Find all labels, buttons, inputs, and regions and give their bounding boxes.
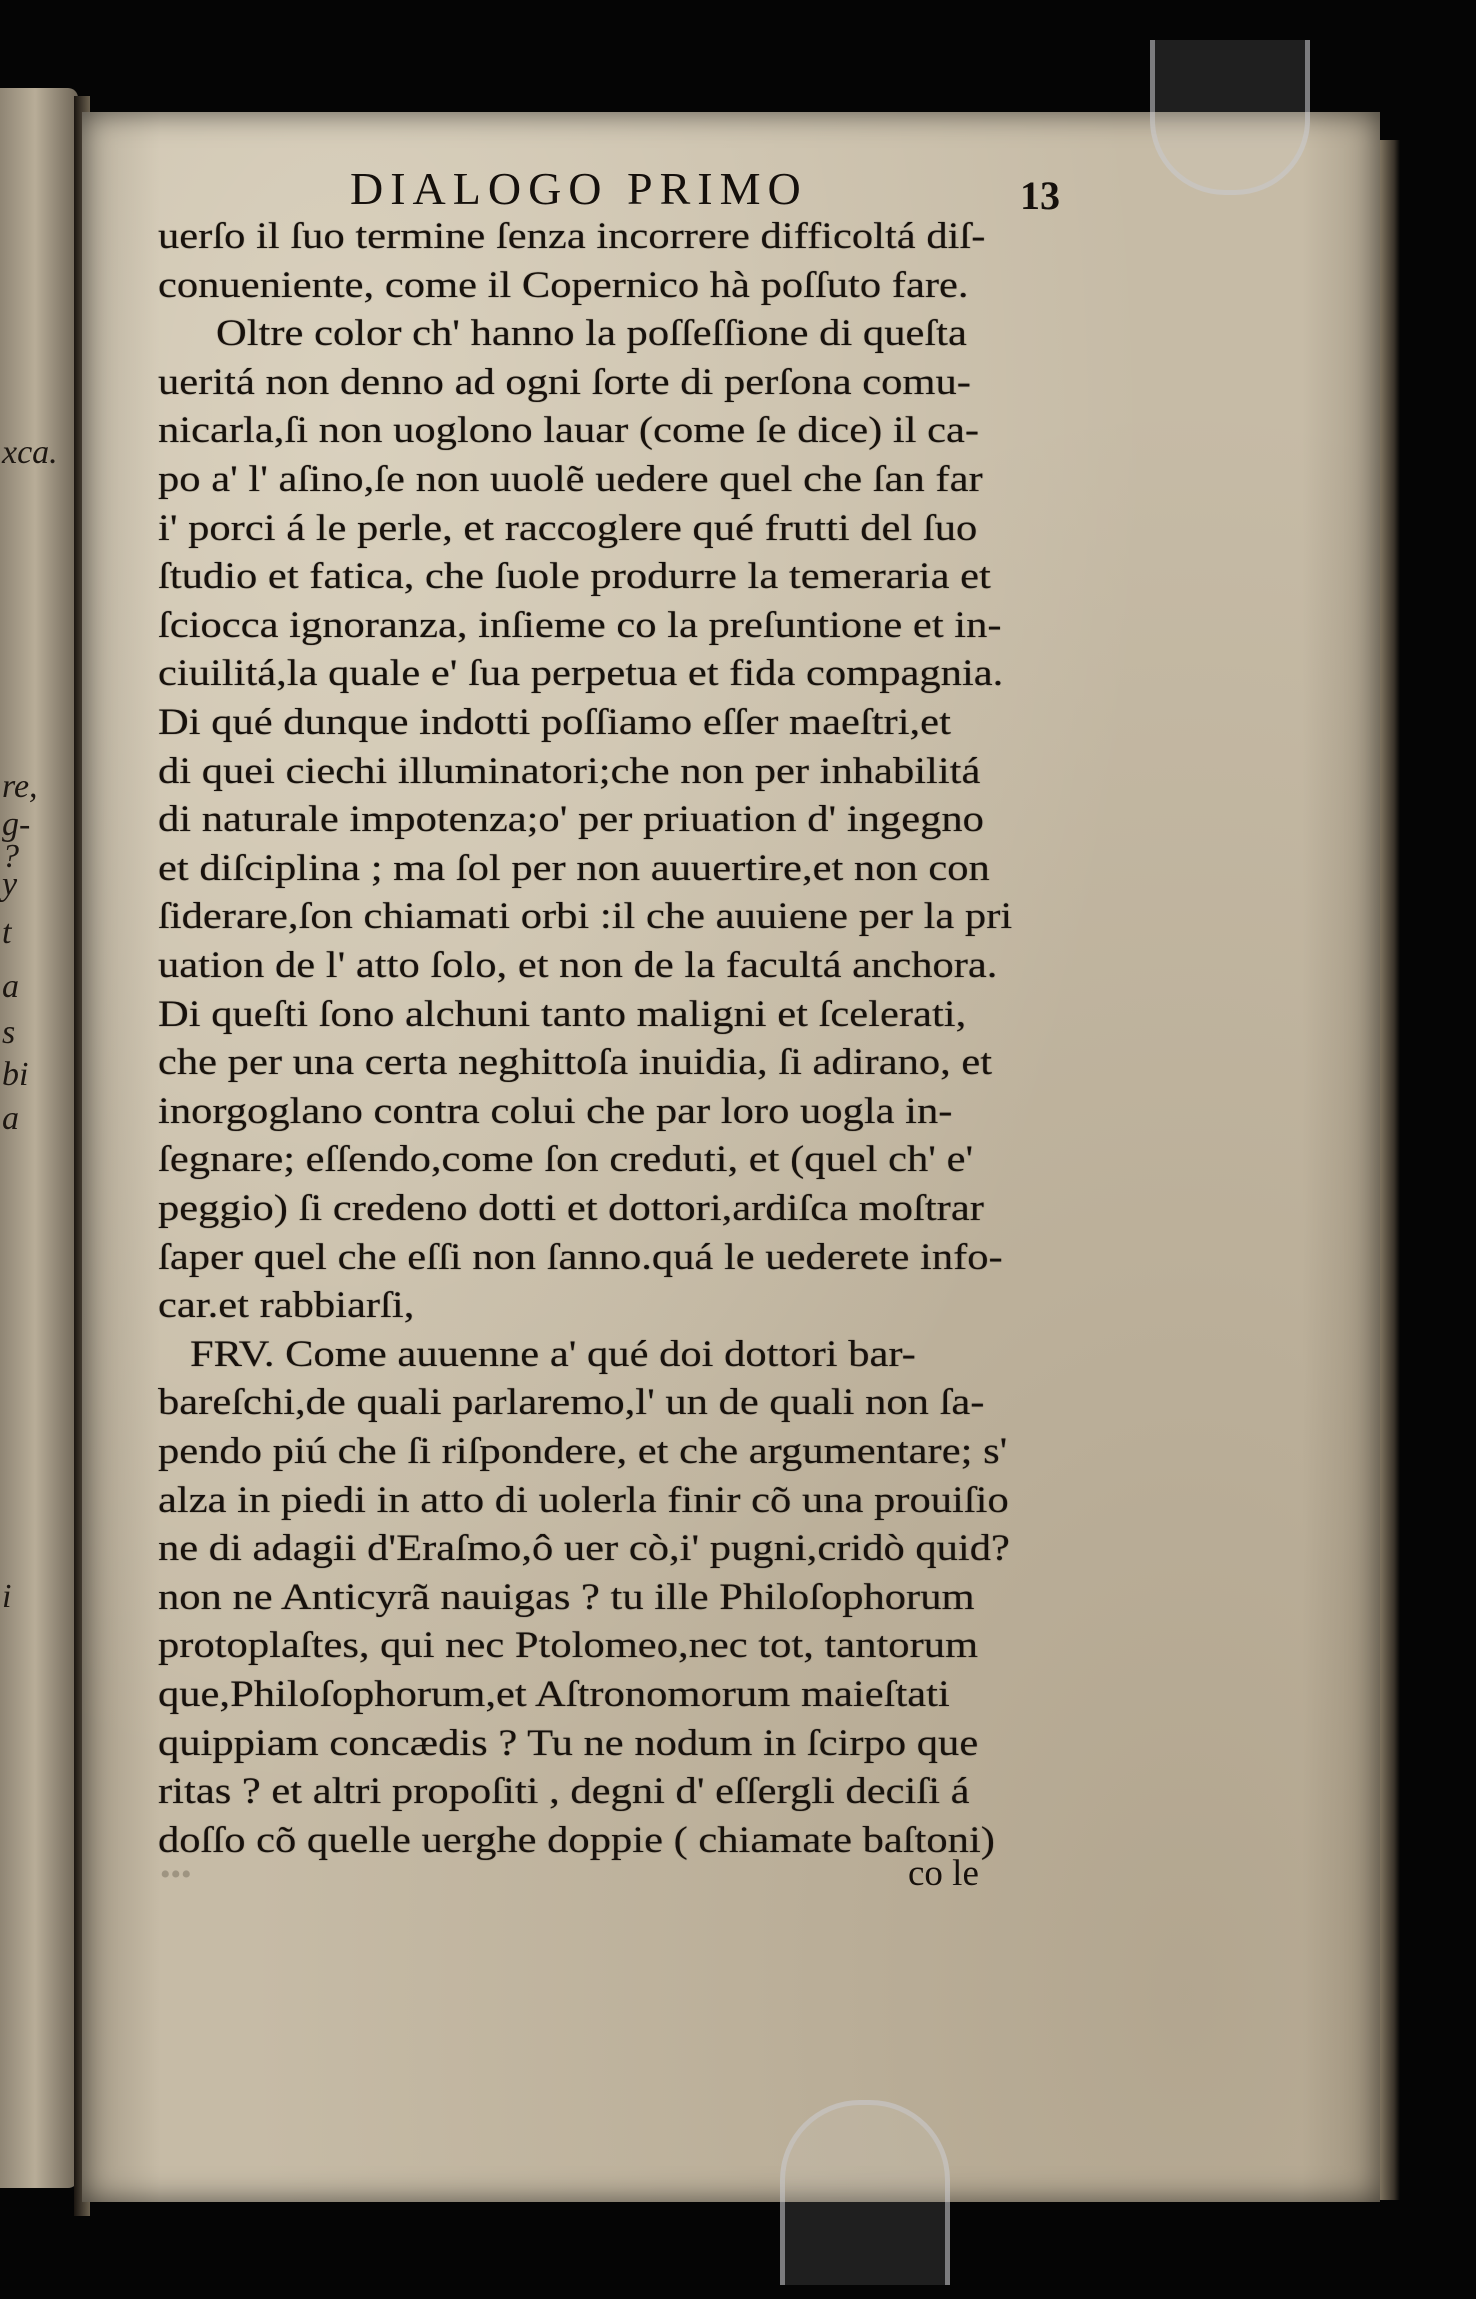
text-line: FRV. Come auuenne a' qué doi dottori bar- bbox=[190, 1334, 916, 1375]
text-line: inorgoglano contra colui che par loro uogla in- bbox=[158, 1091, 953, 1132]
facing-page-fragment: t bbox=[2, 914, 12, 951]
text-line: ueritá non denno ad ogni ſorte di perſona comu- bbox=[158, 362, 971, 403]
text-line: que,Philoſophorum,et Aſtronomorum maieſtati bbox=[158, 1674, 950, 1715]
text-line: non ne Anticyrã nauigas ? tu ille Philoſophorum bbox=[158, 1577, 975, 1618]
text-line: et diſciplina ; ma ſol per non auuertire,et non con bbox=[158, 848, 990, 889]
text-line: quippiam concædis ? Tu ne nodum in ſcirpo que bbox=[158, 1723, 979, 1764]
running-head: DIALOGO PRIMO bbox=[350, 163, 808, 214]
text-line: di naturale impotenza;o' per priuation d' ingegno bbox=[158, 799, 984, 840]
facing-page-fragment: bi bbox=[2, 1056, 29, 1093]
facing-page-fragment: ? bbox=[2, 838, 19, 875]
top-clip bbox=[1150, 40, 1310, 195]
text-line: Oltre color ch' hanno la poſſeſſione di queſta bbox=[216, 313, 967, 354]
text-line: Di queſti ſono alchuni tanto maligni et ſcelerati, bbox=[158, 994, 967, 1035]
ink-smudge: ••• bbox=[160, 1858, 192, 1891]
page-edge-shadow bbox=[1380, 140, 1400, 2200]
text-line: ſegnare; eſſendo,come ſon creduti, et (quel ch' e' bbox=[158, 1139, 974, 1180]
text-line: che per una certa neghittoſa inuidia, ſi adirano, et bbox=[158, 1042, 993, 1083]
text-line: nicarla,ſi non uoglono lauar (come ſe dice) il ca- bbox=[158, 410, 980, 451]
text-line: conueniente, come il Copernico hà poſſuto fare. bbox=[158, 265, 969, 306]
text-line: peggio) ſi credeno dotti et dottori,ardiſca moſtrar bbox=[158, 1188, 984, 1229]
text-line: ſciocca ignoranza, inſieme co la preſuntione et in- bbox=[158, 605, 1002, 646]
text-line: ciuilitá,la quale e' ſua perpetua et fida compagnia. bbox=[158, 653, 1004, 694]
text-line: ſaper quel che eſſi non ſanno.quá le uederete info- bbox=[158, 1237, 1003, 1278]
text-line: car.et rabbiarſi, bbox=[158, 1285, 415, 1326]
text-line: i' porci á le perle, et raccoglere qué frutti del ſuo bbox=[158, 508, 978, 549]
text-line: di quei ciechi illuminatori;che non per inhabilitá bbox=[158, 751, 981, 792]
facing-page-fragment: a bbox=[2, 1100, 19, 1137]
text-line: bareſchi,de quali parlaremo,l' un de quali non ſa- bbox=[158, 1382, 985, 1423]
facing-page-fragment: re, bbox=[2, 768, 38, 805]
facing-page-fragment: g- bbox=[2, 806, 31, 843]
facing-page-fragment: s bbox=[2, 1014, 16, 1051]
text-line: po a' l' aſino,ſe non uuolẽ uedere quel che ſan far bbox=[158, 459, 983, 500]
bottom-clip bbox=[780, 2100, 950, 2285]
text-line: doſſo cõ quelle uerghe doppie ( chiamate baſtoni) bbox=[158, 1820, 995, 1861]
catchword: co le bbox=[908, 1853, 979, 1894]
page-number: 13 bbox=[1020, 173, 1060, 218]
facing-page-fragment: y bbox=[2, 866, 18, 903]
text-line: Di qué dunque indotti poſſiamo eſſer maeſtri,et bbox=[158, 702, 951, 743]
text-line: uation de l' atto ſolo, et non de la facultá anchora. bbox=[158, 945, 998, 986]
text-line: protoplaſtes, qui nec Ptolomeo,nec tot, tantorum bbox=[158, 1625, 979, 1666]
facing-page-fragment: a bbox=[2, 968, 19, 1005]
text-line: pendo piú che ſi riſpondere, et che argumentare; s' bbox=[158, 1431, 1008, 1472]
text-line: alza in piedi in atto di uolerla finir cõ una prouiſio bbox=[158, 1480, 1009, 1521]
text-line: ſiderare,ſon chiamati orbi :il che auuiene per la pri bbox=[158, 896, 1013, 937]
facing-page-edge bbox=[0, 88, 78, 2188]
text-line: uerſo il ſuo termine ſenza incorrere difficoltá diſ- bbox=[158, 216, 986, 257]
facing-page-fragment: xca. bbox=[2, 434, 58, 471]
text-line: ne di adagii d'Eraſmo,ô uer cò,i' pugni,cridò quid? bbox=[158, 1528, 1010, 1569]
facing-page-fragment: i bbox=[2, 1578, 12, 1615]
text-line: ſtudio et fatica, che ſuole produrre la temeraria et bbox=[158, 556, 991, 597]
text-line: ritas ? et altri propoſiti , degni d' eſſergli deciſi á bbox=[158, 1771, 970, 1812]
